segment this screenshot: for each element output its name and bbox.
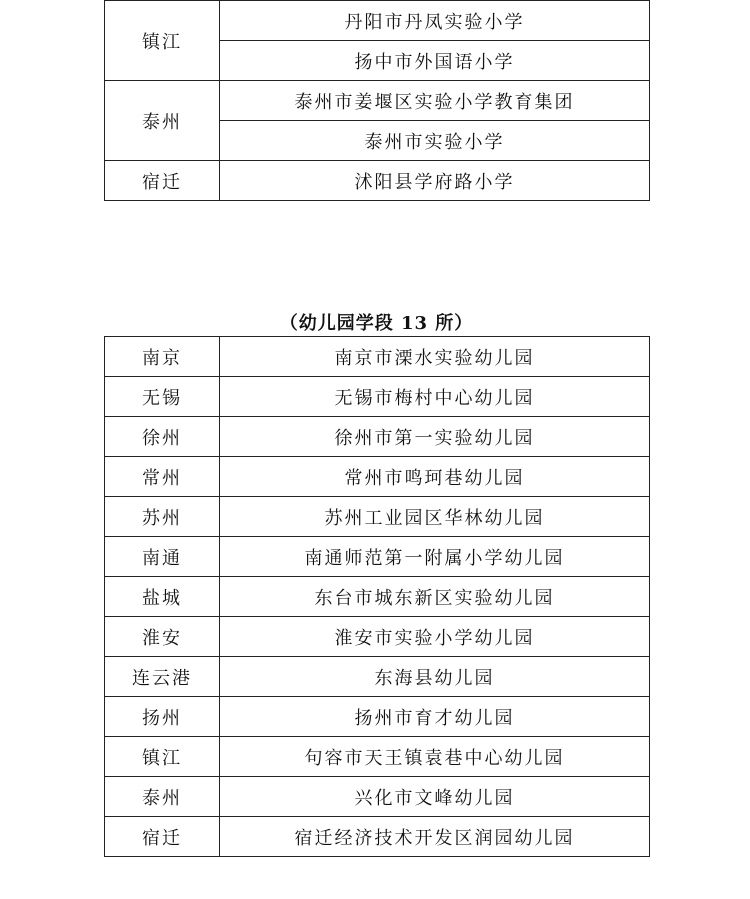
- school-cell: 徐州市第一实验幼儿园: [220, 417, 650, 457]
- table-row: [105, 737, 650, 777]
- school-cell: 南通师范第一附属小学幼儿园: [220, 537, 650, 577]
- table-row: [105, 497, 650, 537]
- table-row: [105, 457, 650, 497]
- table-row: [105, 1, 650, 41]
- city-cell: 镇江: [105, 737, 220, 777]
- primary-school-table: [104, 0, 650, 201]
- school-cell: 沭阳县学府路小学: [220, 161, 650, 201]
- city-cell: 镇江: [105, 1, 220, 81]
- school-cell: 常州市鸣珂巷幼儿园: [220, 457, 650, 497]
- city-cell: 南京: [105, 337, 220, 377]
- school-cell: 淮安市实验小学幼儿园: [220, 617, 650, 657]
- city-cell: 常州: [105, 457, 220, 497]
- school-cell: 东海县幼儿园: [220, 657, 650, 697]
- city-cell: 连云港: [105, 657, 220, 697]
- city-cell: 泰州: [105, 81, 220, 161]
- school-cell: 扬州市育才幼儿园: [220, 697, 650, 737]
- school-cell: 扬中市外国语小学: [220, 41, 650, 81]
- table-row: [105, 161, 650, 201]
- table-row: [105, 657, 650, 697]
- table-row: [105, 817, 650, 857]
- city-cell: 南通: [105, 537, 220, 577]
- kindergarten-table: [104, 336, 650, 857]
- table-row: [105, 81, 650, 121]
- school-cell: 泰州市姜堰区实验小学教育集团: [220, 81, 650, 121]
- school-cell: 苏州工业园区华林幼儿园: [220, 497, 650, 537]
- city-cell: 盐城: [105, 577, 220, 617]
- table-row: [105, 577, 650, 617]
- table-row: [105, 417, 650, 457]
- school-cell: 东台市城东新区实验幼儿园: [220, 577, 650, 617]
- city-cell: 泰州: [105, 777, 220, 817]
- school-cell: 宿迁经济技术开发区润园幼儿园: [220, 817, 650, 857]
- school-cell: 句容市天王镇袁巷中心幼儿园: [220, 737, 650, 777]
- city-cell: 宿迁: [105, 817, 220, 857]
- school-cell: 南京市溧水实验幼儿园: [220, 337, 650, 377]
- city-cell: 淮安: [105, 617, 220, 657]
- table-row: [105, 777, 650, 817]
- table-row: [105, 617, 650, 657]
- kindergarten-section-title: （幼儿园学段 13 所）: [279, 313, 474, 334]
- city-cell: 扬州: [105, 697, 220, 737]
- city-cell: 苏州: [105, 497, 220, 537]
- table-row: [105, 337, 650, 377]
- school-cell: 丹阳市丹凤实验小学: [220, 1, 650, 41]
- city-cell: 徐州: [105, 417, 220, 457]
- kindergarten-table-body: [105, 337, 650, 857]
- table-row: [105, 697, 650, 737]
- table-row: [105, 537, 650, 577]
- city-cell: 宿迁: [105, 161, 220, 201]
- school-cell: 泰州市实验小学: [220, 121, 650, 161]
- school-cell: 兴化市文峰幼儿园: [220, 777, 650, 817]
- table-row: [105, 377, 650, 417]
- school-cell: 无锡市梅村中心幼儿园: [220, 377, 650, 417]
- city-cell: 无锡: [105, 377, 220, 417]
